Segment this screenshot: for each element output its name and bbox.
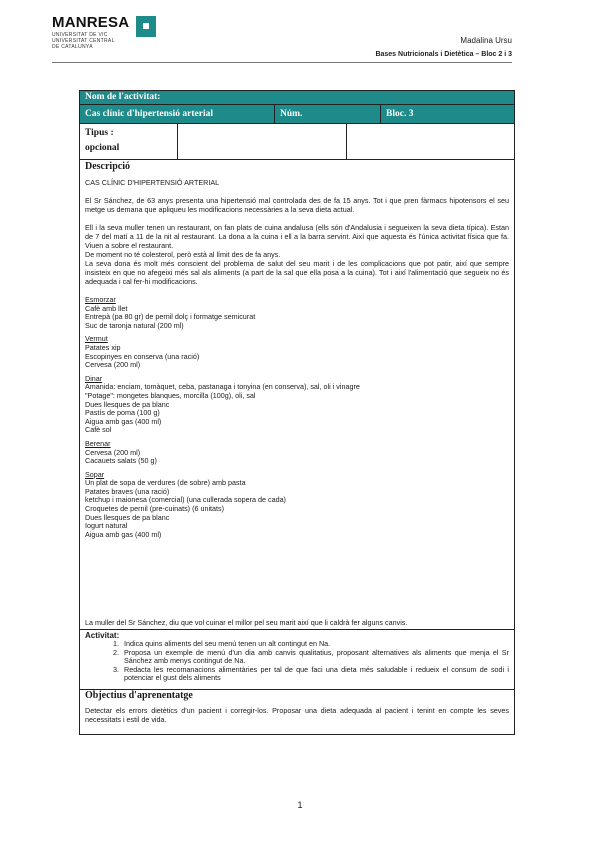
activity-name-row (80, 105, 514, 124)
page-number: 1 (297, 800, 303, 810)
objectius-row (80, 690, 514, 734)
meal-item: ketchup i maionesa (comercial) (una cullerada sopera de cada) (85, 495, 286, 505)
university-name: MANRESA (52, 14, 130, 31)
university-logo (52, 15, 129, 50)
descripcio-label: Descripció (85, 161, 130, 172)
meal-item: Patates braves (una ració) (85, 486, 170, 496)
meal-item: "Potage": mongetes blanques, morcilla (100g), oli, sal (85, 390, 256, 400)
logo-mark-icon (136, 16, 156, 37)
activity-name-label: Nom de l'activitat: (85, 92, 161, 102)
meal-item: Amanida: enciam, tomàquet, ceba, pastanaga i tonyina (en conserva), sal, oli i vinagre (85, 382, 360, 392)
author-name: Madalina Ursu (460, 36, 512, 45)
meal-heading: Esmorzar (85, 295, 116, 304)
meal-item: Entrepà (pa 80 gr) de pernil dolç i formatge semicurat (85, 312, 256, 322)
meal-item: Aigua amb gas (400 ml) (85, 529, 162, 539)
tipus-label: Tipus : (85, 128, 114, 138)
activitat-row (80, 630, 514, 690)
descripcio-cell (80, 160, 514, 629)
tipus-empty-cell-1 (177, 124, 346, 159)
meal-item: Cafè amb llet (85, 303, 128, 313)
tipus-value: opcional (85, 143, 120, 153)
closing-text: La muller del Sr Sánchez, diu que vol cuinar el millor pel seu marit així que li caldrà fer alguns canvis. (85, 618, 408, 627)
meal-item: Dues llesques de pa blanc (85, 512, 170, 522)
activitat-label: Activitat: (85, 631, 120, 640)
meal-heading: Vermut (85, 334, 108, 344)
header-divider (52, 62, 512, 63)
activities-list (85, 640, 509, 683)
meal-heading: Dinar (85, 373, 103, 383)
tipus-cell (80, 124, 177, 159)
objectius-cell (80, 690, 514, 734)
meal-item: Cacauets salats (50 g) (85, 456, 157, 466)
meal-item: Dues llesques de pa blanc (85, 399, 170, 409)
meal-item: Un plat de sopa de verdures (de sobre) amb pasta (85, 478, 246, 488)
document-header (375, 36, 512, 58)
activity-item: 1. Indica quins aliments del seu menú tenen un alt contingut en Na. (113, 639, 331, 648)
meal-item: Pastís de poma (100 g) (85, 408, 160, 418)
bloc-label: Bloc. 3 (380, 105, 514, 123)
num-label: Núm. (274, 105, 380, 123)
activity-item: 2. Proposa un exemple de menú d'un dia amb canvis qualitatius, proposant alternatives als aliments que menja el Sr Sánchez amb menys contingut de Na. (113, 647, 509, 666)
meal-item: Patates xip (85, 342, 121, 352)
activity-name: Cas clínic d'hipertensió arterial (85, 109, 213, 119)
case-paragraph-2: Ell i la seva muller tenen un restaurant, on fan plats de cuina andalusa (ells són d'Andalusia i segueixen la seva dieta típica). Estan de 7 del matí a 11 de la nit al restaurant. La dona a la cuina i ell a la barra servint. Així que aquesta és l'única activitat física que fa. Viuen a sobre el restaurant. (85, 223, 509, 250)
meal-heading: Sopar (85, 469, 105, 479)
case-title: CAS CLÍNIC D'HIPERTENSIÓ ARTERIAL (85, 178, 220, 187)
descripcio-row (80, 160, 514, 630)
meal-item: Suc de taronja natural (200 ml) (85, 320, 184, 330)
case-paragraph-3: De moment no té colesterol, però està al límit des de fa anys. (85, 250, 281, 259)
meal-heading: Berenar (85, 438, 111, 448)
meal-dinar (85, 375, 509, 435)
descripcio-body (85, 178, 509, 539)
meal-item: Croquetes de pernil (pre-cuinats) (6 unitats) (85, 504, 225, 514)
meal-vermut (85, 335, 509, 369)
meal-item: Cervesa (200 ml) (85, 447, 141, 457)
meal-berenar (85, 440, 509, 466)
meal-item: Escopinyes en conserva (una ració) (85, 351, 200, 361)
meal-item: Iogurt natural (85, 521, 128, 531)
meal-sopar (85, 471, 509, 540)
case-paragraph-4: La seva dona és molt més conscient del problema de salut del seu marit i de les complicacions que pot patir, així que sempre insisteix en que no afegeixi més sal als aliments (a part de la sal que ella posa a la cuina). Tot i així l'alimentació que segueix no és adequada i cal fer-hi modificacions. (85, 259, 509, 286)
case-paragraph-1: El Sr Sánchez, de 63 anys presenta una hipertensió mal controlada des de fa 15 anys. Tot i que pren fàrmacs hipotensors el seu metge us demana que apliqueu les modificacions necessàries a la seva dieta actual. (85, 196, 509, 214)
meal-item: Aigua amb gas (400 ml) (85, 416, 162, 426)
meal-item: Cafè sol (85, 425, 112, 435)
tipus-empty-cell-2 (346, 124, 514, 159)
tipus-row (80, 124, 514, 160)
activity-item: 3. Redacta les recomanacions alimentàries per tal de que faci una dieta més saludable i redueix el consum de sodi i potenciar el gust dels aliments (113, 664, 509, 683)
objectius-text: Detectar els errors dietètics d'un pacient i corregir-los. Proposar una dieta adequada al pacient i tenint en compte les seves necessitats i estil de vida. (85, 706, 509, 724)
meal-esmorzar (85, 296, 509, 330)
activity-name-label-row (80, 91, 514, 105)
university-subtitle: UNIVERSITAT DE VIC UNIVERSITAT CENTRAL DE CATALUNYA (52, 32, 115, 50)
course-title: Bases Nutricionals i Dietètica – Bloc 2 i 3 (375, 51, 512, 58)
meal-item: Cervesa (200 ml) (85, 360, 141, 370)
objectius-label: Objectius d'aprenentatge (85, 690, 193, 701)
activity-table (79, 90, 515, 735)
activitat-cell (80, 630, 514, 689)
